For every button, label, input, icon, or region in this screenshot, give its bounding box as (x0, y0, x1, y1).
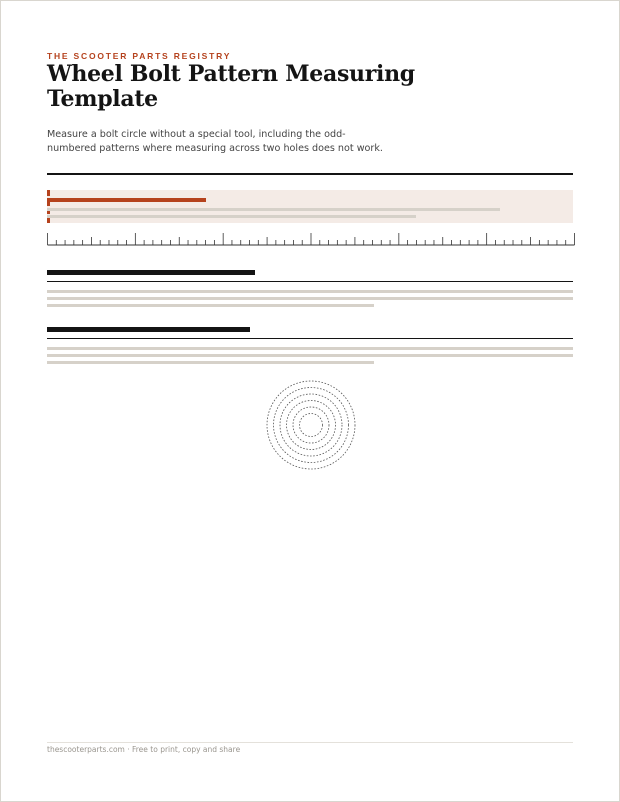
section-divider (47, 338, 573, 339)
placeholder-line (47, 361, 374, 364)
placeholder-line (47, 208, 500, 211)
page-title: Wheel Bolt Pattern Measuring Template (47, 61, 415, 112)
placeholder-line (47, 347, 573, 350)
section-heading-bar (47, 327, 250, 332)
header-divider (47, 173, 573, 175)
placeholder-line (47, 297, 573, 300)
bolt-circle-target (264, 378, 358, 472)
section-heading-bar (47, 270, 255, 275)
measuring-ruler (47, 232, 575, 246)
publisher-eyebrow: THE SCOOTER PARTS REGISTRY (47, 51, 232, 61)
highlight-bar (47, 198, 206, 202)
highlight-band (47, 190, 573, 223)
placeholder-line (47, 354, 573, 357)
placeholder-line (47, 304, 374, 307)
placeholder-line (47, 290, 573, 293)
section-divider (47, 281, 573, 282)
placeholder-line (47, 215, 416, 218)
intro-text: Measure a bolt circle without a special tool, including the odd-numbered patterns where measuring across two holes does not work. (47, 129, 383, 154)
footer-divider (47, 742, 573, 743)
band-edge-marker (47, 190, 50, 223)
footer-text: thescooterparts.com · Free to print, copy and share (47, 745, 241, 754)
